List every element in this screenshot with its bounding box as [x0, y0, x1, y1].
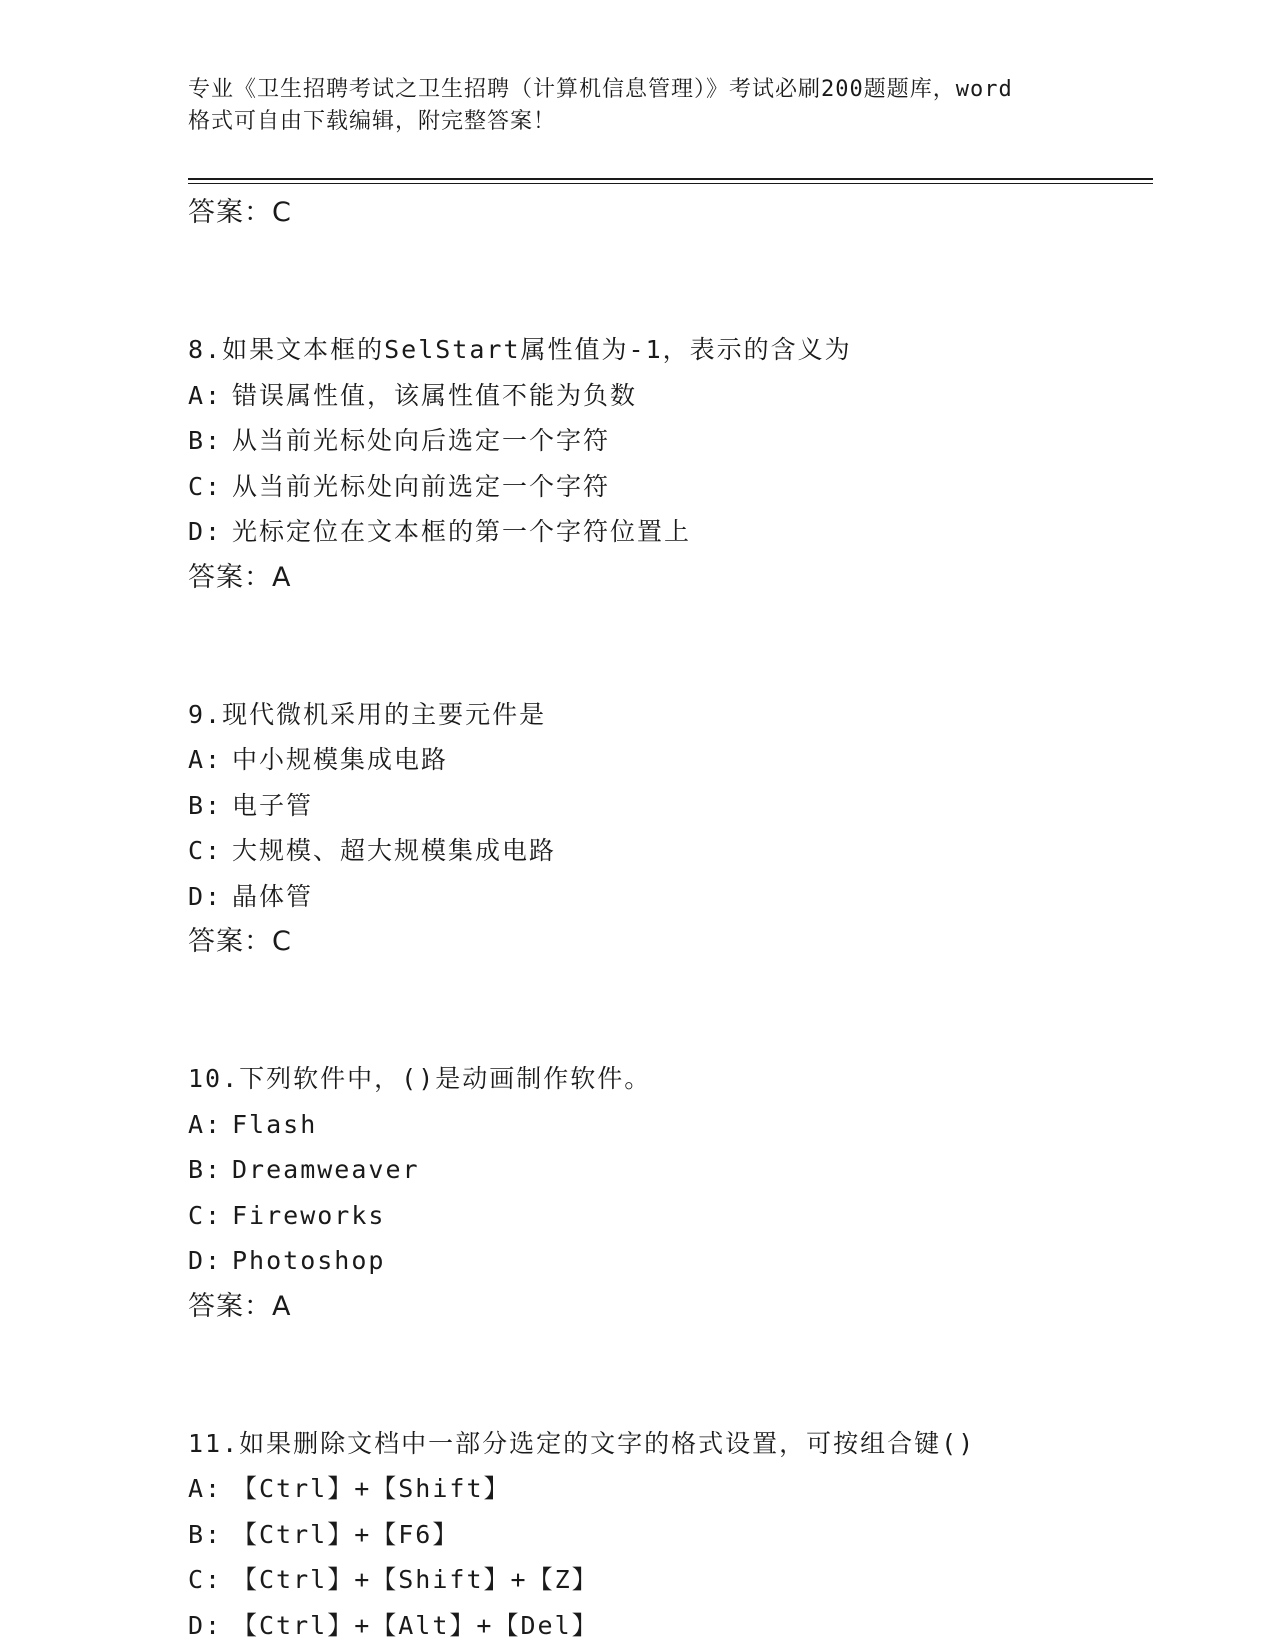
option-letter: A:: [188, 745, 223, 774]
header-divider-thick: [188, 178, 1153, 180]
option-c: [188, 1193, 1153, 1239]
option-text: 【Ctrl】+【Alt】+【Del】: [232, 1610, 599, 1640]
option-text: 从当前光标处向后选定一个字符: [232, 426, 611, 455]
document-header: [188, 74, 1088, 138]
option-b: [188, 1147, 1153, 1193]
option-letter: C:: [188, 471, 223, 501]
header-line-2: 格式可自由下载编辑，附完整答案！: [188, 109, 557, 134]
spacer: [188, 964, 1153, 1056]
option-letter: C:: [188, 836, 223, 865]
option-text: 【Ctrl】+【Shift】+【Z】: [232, 1565, 599, 1594]
option-letter: D:: [188, 1610, 223, 1640]
option-a: [188, 1102, 1153, 1148]
option-text: 光标定位在文本框的第一个字符位置上: [232, 517, 692, 546]
option-text: Fireworks: [232, 1200, 386, 1230]
option-text: Flash: [232, 1109, 318, 1139]
header-line-1: 专业《卫生招聘考试之卫生招聘（计算机信息管理）》考试必刷200题题库，word: [188, 77, 1013, 102]
option-text: 电子管: [232, 790, 314, 820]
option-letter: D:: [188, 881, 223, 911]
option-letter: A:: [188, 1474, 223, 1503]
question-item: [188, 1421, 1153, 1649]
option-letter: C:: [188, 1565, 223, 1594]
option-c: [188, 464, 1153, 510]
spacer: [188, 600, 1153, 692]
option-letter: B:: [188, 790, 223, 820]
option-d: [188, 1603, 1153, 1649]
option-letter: C:: [188, 1200, 223, 1230]
option-text: 【Ctrl】+【Shift】: [232, 1474, 511, 1503]
question-item: [188, 692, 1153, 965]
option-letter: B:: [188, 1519, 223, 1549]
answer-line: 答案：A: [188, 561, 292, 593]
question-text: 9.现代微机采用的主要元件是: [188, 699, 547, 729]
option-letter: A:: [188, 380, 223, 410]
spacer: [188, 235, 1153, 327]
option-text: 【Ctrl】+【F6】: [232, 1519, 460, 1549]
spacer: [188, 1329, 1153, 1421]
option-b: [188, 418, 1153, 464]
question-text: 10.下列软件中，()是动画制作软件。: [188, 1064, 652, 1093]
option-a: [188, 373, 1153, 419]
question-list: [188, 190, 1153, 1648]
option-b: [188, 1512, 1153, 1558]
option-letter: D:: [188, 1246, 223, 1275]
answer-line: 答案：C: [188, 926, 292, 957]
header-divider-thin: [188, 183, 1153, 184]
question-item: [188, 1056, 1153, 1329]
option-text: 错误属性值，该属性值不能为负数: [232, 380, 638, 410]
question-text: 11.如果删除文档中一部分选定的文字的格式设置，可按组合键(): [188, 1428, 976, 1458]
option-a: [188, 737, 1153, 783]
option-text: 大规模、超大规模集成电路: [232, 836, 557, 865]
option-text: 从当前光标处向前选定一个字符: [232, 471, 611, 501]
option-b: [188, 783, 1153, 829]
question-item: [188, 327, 1153, 600]
option-text: 晶体管: [232, 881, 314, 911]
option-letter: D:: [188, 517, 223, 546]
option-c: [188, 828, 1153, 874]
option-letter: A:: [188, 1109, 223, 1139]
question-text: 8.如果文本框的SelStart属性值为-1，表示的含义为: [188, 335, 852, 364]
option-letter: B:: [188, 426, 223, 455]
option-d: [188, 509, 1153, 555]
option-letter: B:: [188, 1155, 223, 1184]
option-text: 中小规模集成电路: [232, 745, 449, 774]
option-text: Photoshop: [232, 1246, 386, 1275]
answer-line: 答案：C: [188, 197, 292, 228]
option-text: Dreamweaver: [232, 1155, 420, 1184]
option-d: [188, 1238, 1153, 1284]
option-c: [188, 1557, 1153, 1603]
answer-line: 答案：A: [188, 1290, 292, 1322]
option-a: [188, 1466, 1153, 1512]
option-d: [188, 874, 1153, 920]
